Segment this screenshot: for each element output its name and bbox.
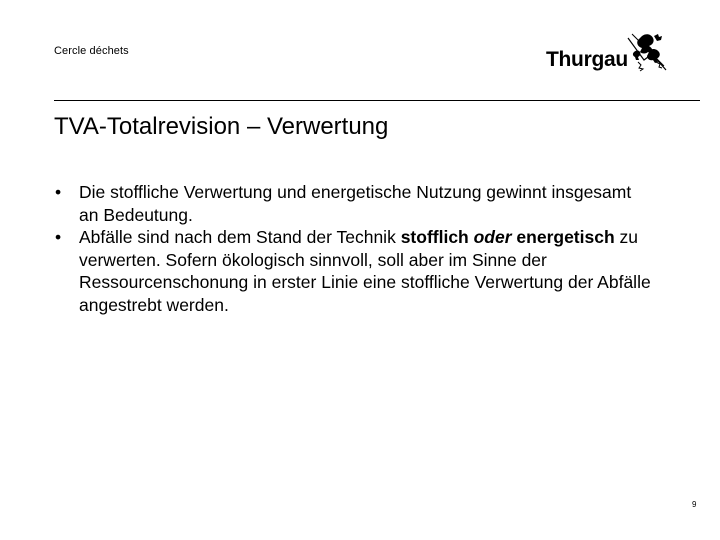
bullet-item: [55, 226, 655, 316]
bullet-text-part: zu verwerten. Sofern ökologisch sinnvoll, soll aber im Sinne der Ressourcenschonung in erster Linie eine stoffliche Verwertung der Abfälle angestrebt werden.: [79, 227, 651, 315]
slide-title: TVA-Totalrevision – Verwertung: [54, 113, 389, 140]
emphasis-energetisch: energetisch: [511, 227, 615, 247]
bullet-list: [55, 181, 655, 316]
header-divider: [54, 100, 700, 101]
header-label: Cercle déchets: [54, 45, 129, 57]
emphasis-stofflich: stofflich: [400, 227, 474, 247]
bullet-marker: •: [55, 227, 62, 247]
emphasis-oder: oder: [473, 227, 512, 247]
page-number: 9: [692, 500, 697, 509]
thurgau-logo: [546, 28, 670, 76]
lion-emblem-icon: [624, 30, 670, 74]
bullet-text-part: Abfälle sind nach dem Stand der Technik: [79, 227, 401, 247]
bullet-text: Die stoffliche Verwertung und energetische Nutzung gewinnt insgesamt an Bedeutung.: [79, 182, 632, 225]
logo-text: Thurgau: [546, 48, 628, 71]
bullet-item: [55, 181, 655, 226]
bullet-marker: •: [55, 182, 62, 202]
